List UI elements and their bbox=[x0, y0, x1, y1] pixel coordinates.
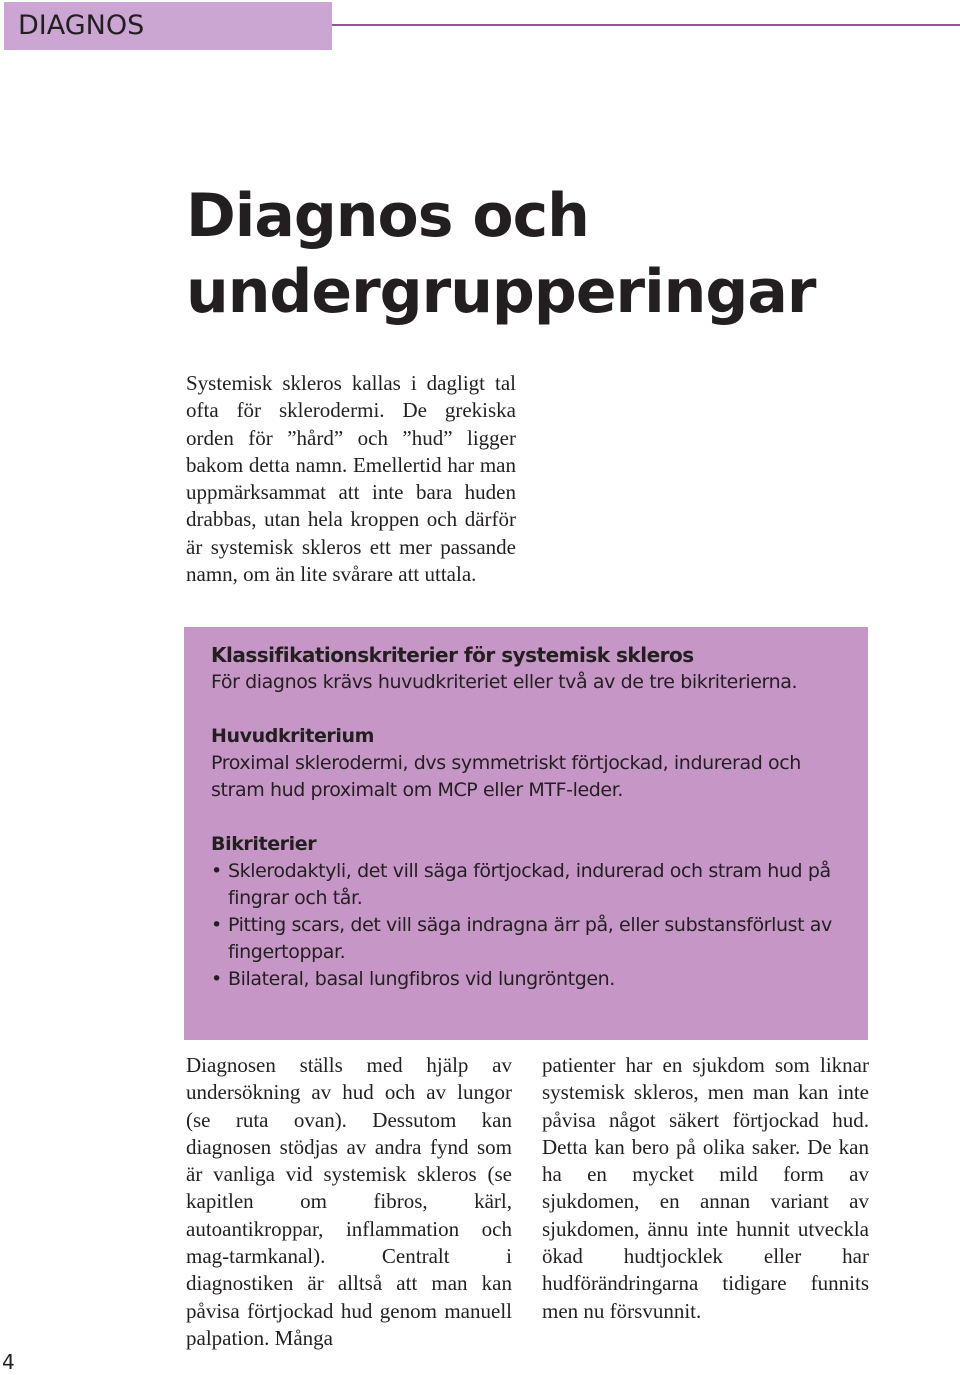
spacer bbox=[211, 804, 858, 831]
page-title bbox=[186, 178, 815, 330]
list-item-text: Bilateral, basal lungfibros vid lungröntgen. bbox=[228, 968, 615, 990]
spacer bbox=[211, 696, 858, 723]
list-item bbox=[211, 912, 858, 966]
bullet-icon: • bbox=[211, 968, 222, 990]
minor-criteria-list bbox=[211, 858, 858, 993]
list-item-text: Sklerodaktyli, det vill säga förtjockad, indurerad och stram hud på fingrar och tår. bbox=[228, 860, 831, 909]
bullet-icon: • bbox=[211, 914, 222, 936]
criteria-box bbox=[184, 627, 868, 1040]
page-title-line-2: undergrupperingar bbox=[186, 257, 816, 327]
intro-paragraph: Systemisk skleros kallas i dagligt tal ofta för sklerodermi. De grekiska orden för ”hård” och ”hud” ligger bakom detta namn. Emellertid har man uppmärksammat att inte bara huden drabbas, utan hela kroppen och därför är systemisk skleros ett mer passande namn, om än lite svårare att uttala. bbox=[186, 371, 516, 587]
list-item-text: Pitting scars, det vill säga indragna ärr på, eller substansförlust av fingertoppar. bbox=[228, 914, 832, 963]
criteria-box-intro: För diagnos krävs huvudkriteriet eller två av de tre bikriterierna. bbox=[211, 671, 798, 693]
main-criterion-heading: Huvudkriterium bbox=[211, 725, 375, 747]
body-column-left: Diagnosen ställs med hjälp av undersökning av hud och av lungor (se ruta ovan). Dessutom kan diagnosen stödjas av andra fynd som är vanliga vid systemisk skleros (se kapitlen om fibros, kärl, autoantikroppar, inflammation och mag-tarmkanal). Centralt i diagnostiken är alltså att man kan påvisa förtjockad hud genom manuell palpation. Många bbox=[186, 1053, 512, 1350]
header-rule bbox=[332, 24, 960, 26]
section-tab: DIAGNOS bbox=[4, 2, 332, 50]
page-title-line-1: Diagnos och bbox=[186, 181, 589, 251]
list-item bbox=[211, 966, 858, 993]
page-number: 4 bbox=[2, 1350, 15, 1374]
criteria-box-heading: Klassifikationskriterier för systemisk skleros bbox=[211, 643, 694, 667]
minor-criteria-heading: Bikriterier bbox=[211, 833, 317, 855]
main-criterion-text: Proximal sklerodermi, dvs symmetriskt förtjockad, indurerad och stram hud proximalt om MCP eller MTF-leder. bbox=[211, 752, 801, 801]
list-item bbox=[211, 858, 858, 912]
bullet-icon: • bbox=[211, 860, 222, 882]
body-column-right: patienter har en sjukdom som liknar systemisk skleros, men man kan inte påvisa något säkert förtjockad hud. Detta kan bero på olika saker. De kan ha en mycket mild form av sjukdomen, en annan variant av sjukdomen, ännu inte hunnit utveckla ökad hudtjocklek eller har hudförändringarna tidigare funnits men nu försvunnit. bbox=[542, 1053, 869, 1323]
